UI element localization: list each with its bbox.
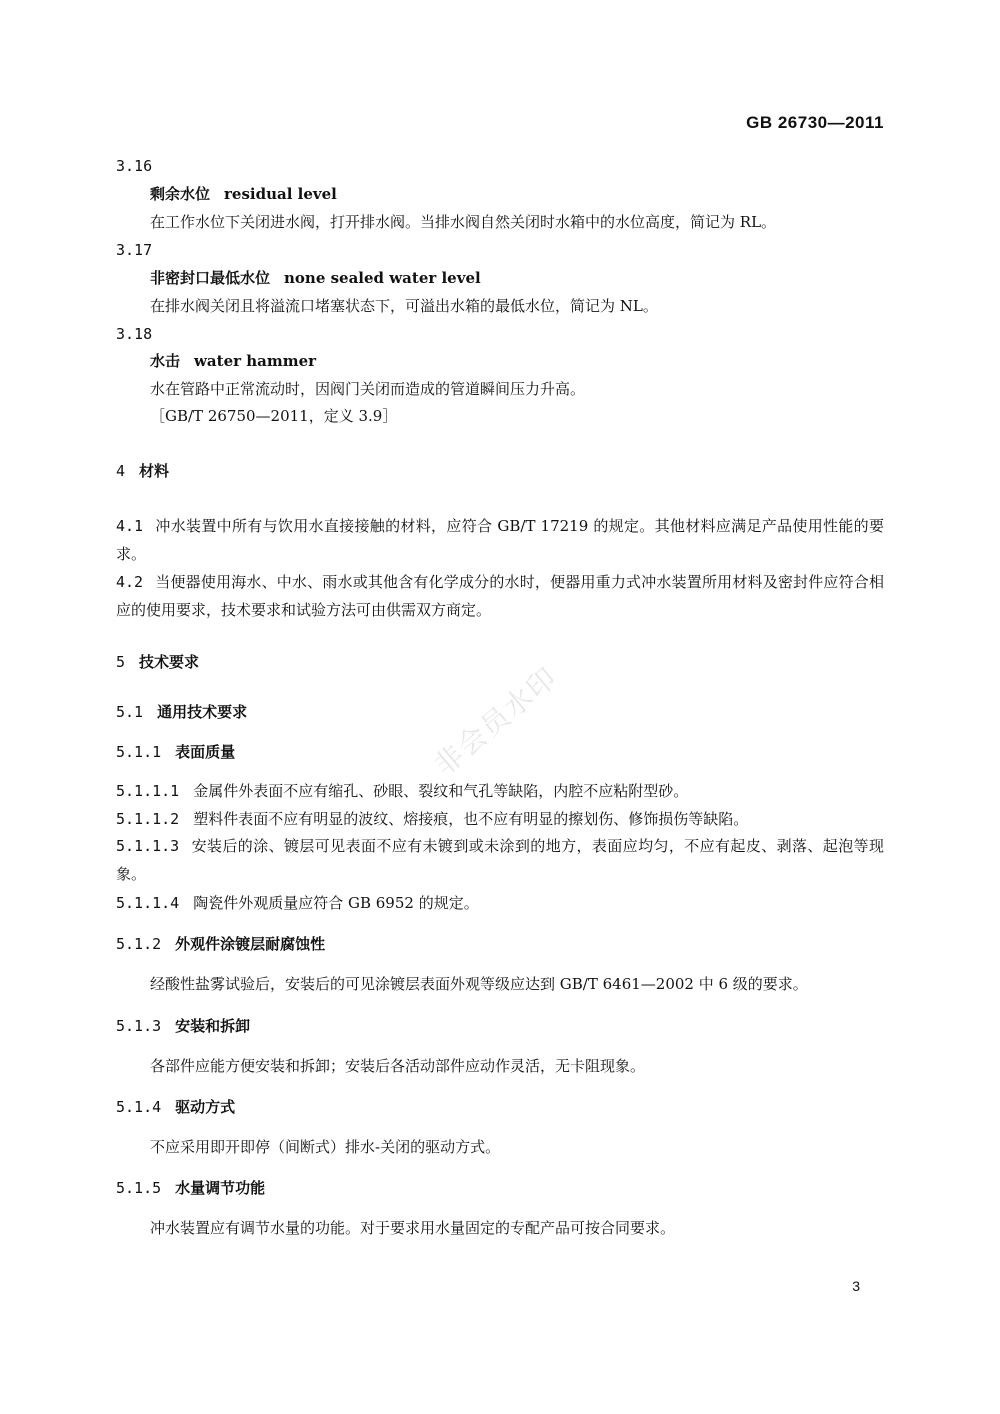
term-en: none sealed water level	[284, 269, 481, 287]
paragraph-text: 经酸性盐雾试验后，安装后的可见涂镀层表面外观等级应达到 GB/T 6461—2002 中 6 级的要求。	[150, 975, 808, 993]
definition-text: 在工作水位下关闭进水阀，打开排水阀。当排水阀自然关闭时水箱中的水位高度，简记为 RL。	[150, 213, 777, 231]
subsection-title: 外观件涂镀层耐腐蚀性	[175, 935, 326, 953]
subsection-heading	[116, 742, 235, 762]
definition-text: 水在管路中正常流动时，因阀门关闭而造成的管道瞬间压力升高。	[150, 380, 586, 398]
term-en: residual level	[224, 185, 337, 203]
paragraph-text: 冲水装置中所有与饮用水直接接触的材料，应符合 GB/T 17219 的规定。其他材料应满足产品使用性能的要求。	[116, 517, 884, 563]
item-text: 塑料件表面不应有明显的波纹、熔接痕，也不应有明显的擦划伤、修饰损伤等缺陷。	[193, 810, 749, 828]
paragraph-text: 各部件应能方便安装和拆卸；安装后各活动部件应动作灵活，无卡阻现象。	[150, 1057, 646, 1075]
item-number: 5.1.1.2	[116, 810, 180, 828]
paragraph-text: 不应采用即开即停（间断式）排水-关闭的驱动方式。	[150, 1138, 501, 1156]
section-title: 材料	[139, 462, 170, 480]
item-text: 陶瓷件外观质量应符合 GB 6952 的规定。	[193, 894, 479, 912]
clause-item	[116, 781, 688, 801]
subsection-heading	[116, 934, 325, 954]
clause-number: 3.17	[116, 241, 153, 259]
section-title: 技术要求	[139, 653, 200, 671]
subsection-number: 5.1	[116, 703, 144, 721]
subsection-title: 安装和拆卸	[175, 1017, 251, 1035]
definition-text: 在排水阀关闭且将溢流口堵塞状态下，可溢出水箱的最低水位，简记为 NL。	[150, 297, 658, 315]
subsection-title: 驱动方式	[175, 1098, 236, 1116]
item-text: 金属件外表面不应有缩孔、砂眼、裂纹和气孔等缺陷，内腔不应粘附型砂。	[193, 782, 689, 800]
clause-number: 3.16	[116, 157, 153, 175]
item-number: 5.1.1.4	[116, 894, 180, 912]
term-heading	[150, 184, 337, 204]
term-en: water hammer	[194, 352, 317, 370]
section-number: 4	[116, 462, 126, 480]
section-heading	[116, 652, 199, 672]
subsection-number: 5.1.1	[116, 743, 162, 761]
subsection-number: 5.1.2	[116, 935, 162, 953]
paragraph	[116, 512, 884, 568]
paragraph-number: 4.2	[116, 573, 144, 591]
page-number: 3	[852, 1278, 860, 1294]
subsection-number: 5.1.3	[116, 1017, 162, 1035]
paragraph-number: 4.1	[116, 517, 144, 535]
clause-item	[116, 809, 748, 829]
subsection-number: 5.1.4	[116, 1098, 162, 1116]
section-number: 5	[116, 653, 126, 671]
subsection-heading	[116, 1178, 265, 1198]
section-heading	[116, 461, 169, 481]
paragraph-text: 冲水装置应有调节水量的功能。对于要求用水量固定的专配产品可按合同要求。	[150, 1219, 676, 1237]
term-heading	[150, 351, 316, 371]
subsection-title: 通用技术要求	[157, 703, 248, 721]
term-zh: 剩余水位	[150, 185, 211, 203]
definition-source: ［GB/T 26750—2011，定义 3.9］	[150, 407, 398, 425]
standard-number: GB 26730—2011	[746, 113, 884, 132]
paragraph	[116, 568, 884, 624]
term-zh: 非密封口最低水位	[150, 269, 271, 287]
subsection-heading	[116, 702, 247, 722]
subsection-title: 表面质量	[175, 743, 236, 761]
item-text: 安装后的涂、镀层可见表面不应有未镀到或未涂到的地方，表面应均匀，不应有起皮、剥落、起泡等现象。	[116, 837, 884, 883]
subsection-heading	[116, 1097, 235, 1117]
clause-item	[116, 832, 884, 888]
clause-number: 3.18	[116, 325, 153, 343]
item-number: 5.1.1.1	[116, 782, 180, 800]
paragraph-text: 当便器使用海水、中水、雨水或其他含有化学成分的水时，便器用重力式冲水装置所用材料及密封件应符合相应的使用要求，技术要求和试验方法可由供需双方商定。	[116, 573, 884, 619]
clause-item	[116, 893, 479, 913]
item-number: 5.1.1.3	[116, 837, 180, 855]
subsection-heading	[116, 1016, 250, 1036]
subsection-title: 水量调节功能	[175, 1179, 266, 1197]
subsection-number: 5.1.5	[116, 1179, 162, 1197]
term-heading	[150, 268, 481, 288]
watermark: 非会员水印	[427, 660, 565, 783]
term-zh: 水击	[150, 352, 181, 370]
